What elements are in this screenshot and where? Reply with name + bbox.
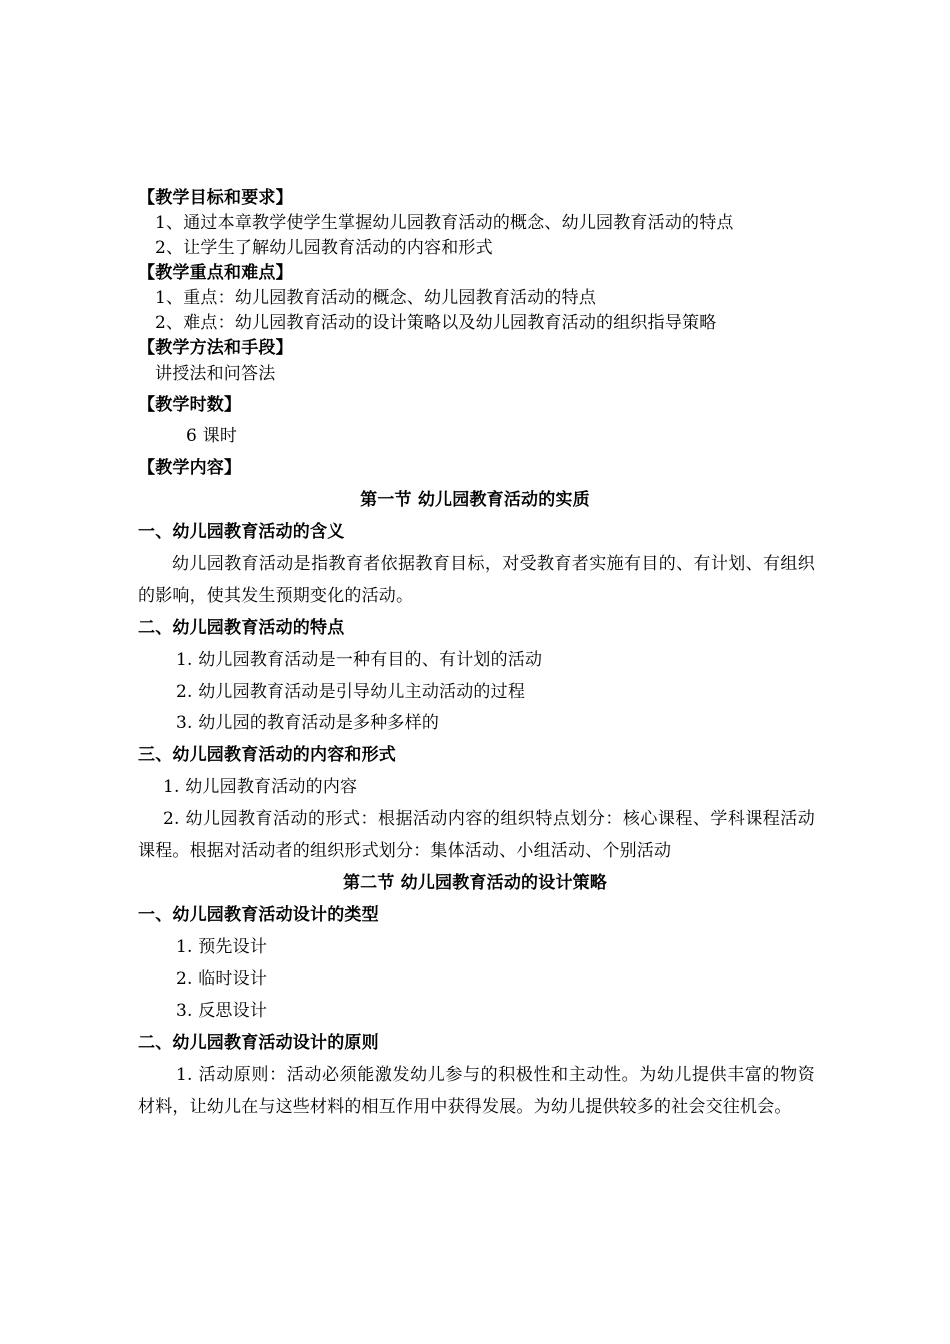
section1-heading-meaning: 一、幼儿园教育活动的含义	[138, 522, 345, 542]
feature-item: 3. 幼儿园的教育活动是多种多样的	[176, 713, 440, 733]
objective-item: 1、通过本章教学使学生掌握幼儿园教育活动的概念、幼儿园教育活动的特点	[155, 213, 734, 233]
methods-text: 讲授法和问答法	[155, 364, 276, 384]
objective-item: 2、让学生了解幼儿园教育活动的内容和形式	[155, 238, 493, 258]
hours-text: 6 课时	[186, 426, 238, 446]
feature-item: 1. 幼儿园教育活动是一种有目的、有计划的活动	[176, 650, 543, 670]
section1-heading-features: 二、幼儿园教育活动的特点	[138, 618, 345, 638]
heading-methods: 【教学方法和手段】	[138, 338, 293, 358]
section2-heading-principles: 二、幼儿园教育活动设计的原则	[138, 1033, 379, 1053]
type-item: 3. 反思设计	[176, 1001, 268, 1021]
type-item: 2. 临时设计	[176, 969, 268, 989]
heading-objectives: 【教学目标和要求】	[138, 188, 293, 208]
content-form-paragraph: 2. 幼儿园教育活动的形式：根据活动内容的组织特点划分：核心课程、学科课程活动课程。根据对活动者的组织形式划分：集体活动、小组活动、个别活动	[138, 809, 815, 861]
key-point-item: 2、难点：幼儿园教育活动的设计策略以及幼儿园教育活动的组织指导策略	[155, 313, 717, 333]
section1-title: 第一节 幼儿园教育活动的实质	[360, 490, 590, 510]
type-item: 1. 预先设计	[176, 937, 268, 957]
section2-title: 第二节 幼儿园教育活动的设计策略	[342, 873, 608, 893]
section1-paragraph: 幼儿园教育活动是指教育者依据教育目标，对受教育者实施有目的、有计划、有组织的影响，使其发生预期变化的活动。	[138, 554, 815, 606]
feature-item: 2. 幼儿园教育活动是引导幼儿主动活动的过程	[176, 682, 526, 702]
content-item: 1. 幼儿园教育活动的内容	[163, 777, 358, 797]
principle-paragraph: 1. 活动原则：活动必须能激发幼儿参与的积极性和主动性。为幼儿提供丰富的物资材料，让幼儿在与这些材料的相互作用中获得发展。为幼儿提供较多的社会交往机会。	[138, 1065, 815, 1117]
key-point-item: 1、重点：幼儿园教育活动的概念、幼儿园教育活动的特点	[155, 288, 597, 308]
section2-heading-types: 一、幼儿园教育活动设计的类型	[138, 905, 379, 925]
heading-key-points: 【教学重点和难点】	[138, 263, 293, 283]
heading-content: 【教学内容】	[138, 458, 242, 478]
section1-heading-content-form: 三、幼儿园教育活动的内容和形式	[138, 745, 396, 765]
heading-hours: 【教学时数】	[138, 395, 242, 415]
